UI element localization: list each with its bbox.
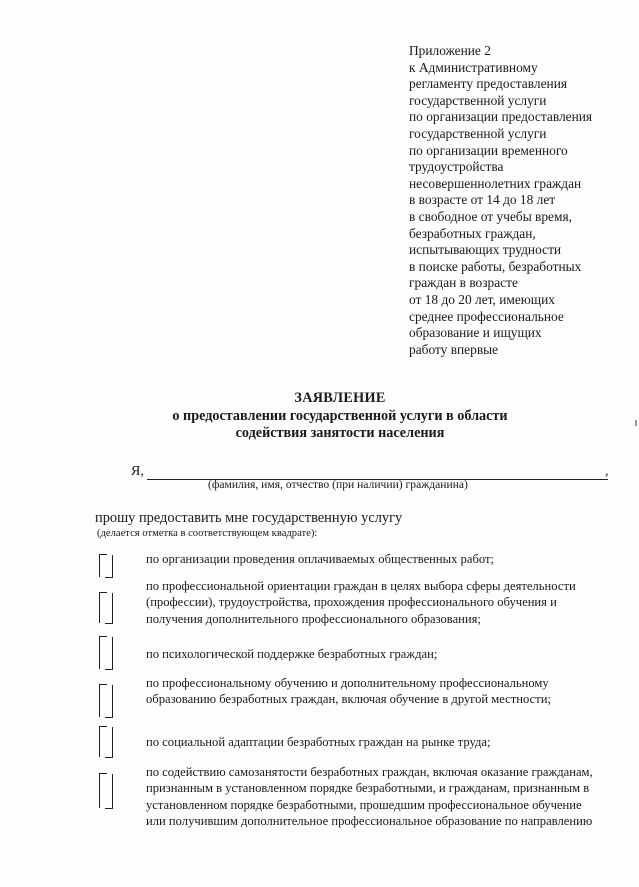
option-text [146, 764, 616, 830]
appendix-line: государственной услуги [409, 125, 547, 141]
option-checkbox[interactable] [99, 727, 113, 757]
applicant-comma: , [605, 464, 609, 479]
appendix-line: в свободное от учебы время, [409, 208, 572, 224]
option-checkbox[interactable] [99, 637, 113, 669]
appendix-line: от 18 до 20 лет, имеющих [409, 291, 555, 307]
request-text: прошу предоставить мне государственную услугу [95, 510, 403, 526]
request-note: (делается отметка в соответствующем квадрате): [97, 528, 318, 539]
appendix-line: испытывающих трудности [409, 242, 562, 258]
appendix-line: Приложение 2 [409, 43, 491, 58]
option-text [146, 646, 616, 662]
appendix-line: по организации предоставления [409, 109, 593, 125]
appendix-line: государственной услуги [409, 92, 547, 108]
option-line: установленном порядке безработными, прошедшим профессиональное обучение [146, 797, 582, 812]
option-line: по психологической поддержке безработных граждан; [146, 647, 438, 661]
applicant-name-hint: (фамилия, имя, отчество (при наличии) гражданина) [208, 478, 468, 491]
appendix-line: в возрасте от 14 до 18 лет [409, 192, 556, 208]
title-subtitle-line: о предоставлении государственной услуги в области [172, 407, 508, 424]
appendix-line: в поиске работы, безработных [409, 258, 582, 274]
option-text [146, 551, 616, 567]
option-line: по профессиональному обучению и дополнительному профессиональному [146, 676, 549, 690]
appendix-line: к Административному [409, 59, 538, 75]
appendix-line: безработных граждан, [409, 225, 536, 241]
title-subtitle-line: содействия занятости населения [235, 425, 445, 441]
option-checkbox[interactable] [99, 593, 113, 623]
option-line: образованию безработных граждан, включая обучение в другой местности; [146, 692, 551, 707]
option-checkbox[interactable] [99, 774, 113, 808]
appendix-line: несовершеннолетних граждан [409, 175, 582, 191]
option-line: по профессиональной ориентации граждан в целях выбора сферы деятельности [146, 579, 576, 593]
option-checkbox[interactable] [99, 685, 113, 717]
appendix-line: по организации временного [409, 142, 568, 158]
appendix-line: регламенту предоставления [409, 76, 568, 92]
option-text [146, 675, 616, 708]
applicant-prefix: Я, [131, 464, 144, 479]
option-line: по организации проведения оплачиваемых общественных работ; [146, 552, 494, 566]
option-line: получения дополнительного профессионального образования; [146, 611, 481, 626]
appendix-line: среднее профессиональное [409, 308, 564, 324]
appendix-header [409, 43, 629, 358]
appendix-line: работу впервые [409, 341, 499, 357]
appendix-line: трудоустройства [409, 159, 504, 175]
option-line: по содействию самозанятости безработных граждан, включая оказание гражданам, [146, 765, 593, 779]
appendix-line: образование и ищущих [409, 325, 542, 341]
document-title [60, 390, 620, 443]
option-text [146, 734, 616, 750]
appendix-line: граждан в возрасте [409, 275, 518, 291]
option-line: или получившим дополнительное профессиональное образование по направлению [146, 814, 593, 829]
option-line: признанным в установленном порядке безработными, и гражданам, признанным в [146, 781, 590, 796]
option-checkbox[interactable] [99, 555, 113, 577]
scan-artifact [635, 420, 637, 426]
option-line: (профессии), трудоустройства, прохождения профессионального обучения и [146, 595, 557, 610]
option-line: по социальной адаптации безработных граждан на рынке труда; [146, 735, 491, 749]
option-text [146, 578, 616, 627]
title-heading: ЗАЯВЛЕНИЕ [294, 390, 386, 406]
